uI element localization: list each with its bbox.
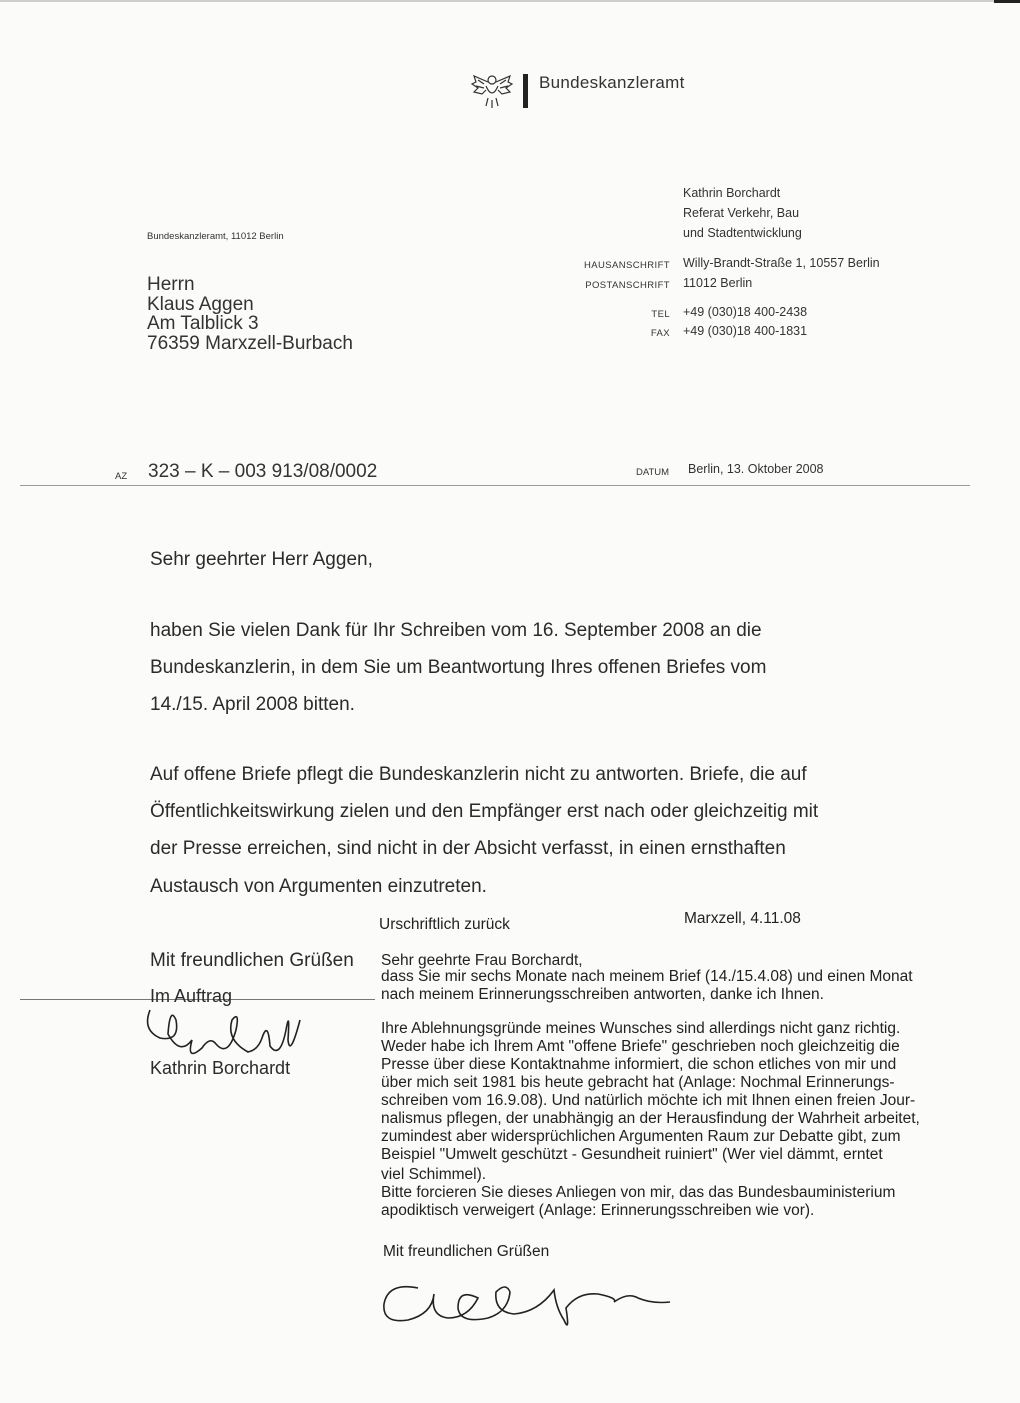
reply-line: apodiktisch verweigert (Anlage: Erinnerungsschreiben wie vor).	[381, 1202, 815, 1219]
reply-line: nach meinem Erinnerungsschreiben antworten, danke ich Ihnen.	[381, 986, 824, 1003]
tel-label: TEL	[651, 309, 670, 320]
reply-signature	[378, 1268, 678, 1338]
hausanschrift-value: Willy-Brandt-Straße 1, 10557 Berlin	[683, 256, 880, 270]
sender-name: Kathrin Borchardt	[683, 186, 781, 200]
reply-line: Ihre Ablehnungsgründe meines Wunsches sind allerdings nicht ganz richtig.	[381, 1020, 901, 1037]
letterhead-org: Bundeskanzleramt	[539, 73, 685, 92]
reply-line: nalismus pflegen, der unabhängig an der Herausfindung der Wahrheit arbeitet,	[381, 1110, 920, 1127]
scan-top-edge	[0, 0, 1020, 2]
reply-line: Bitte forcieren Sie dieses Anliegen von mir, das das Bundesbauministerium	[381, 1184, 896, 1201]
letter-closing: Mit freundlichen Grüßen	[150, 950, 354, 971]
reply-line: viel Schimmel).	[381, 1166, 487, 1183]
para2-line: der Presse erreichen, sind nicht in der Absicht verfasst, in einen ernsthaften	[150, 838, 786, 859]
reply-line: zumindest aber widersprüchlichen Argumenten Raum zur Debatte gibt, zum	[381, 1128, 901, 1145]
recipient-name: Klaus Aggen	[147, 294, 254, 315]
reply-closing: Mit freundlichen Grüßen	[383, 1243, 550, 1260]
datum-value: Berlin, 13. Oktober 2008	[688, 462, 824, 476]
signer-name: Kathrin Borchardt	[150, 1058, 291, 1078]
recipient-city: 76359 Marxzell-Burbach	[147, 333, 353, 354]
letterhead-bar	[523, 74, 528, 108]
para1-line: 14./15. April 2008 bitten.	[150, 694, 355, 715]
reply-header-right: Marxzell, 4.11.08	[684, 910, 801, 927]
postanschrift-label: POSTANSCHRIFT	[585, 280, 670, 291]
datum-label: DATUM	[636, 467, 670, 478]
reply-line: schreiben vom 16.9.08). Und natürlich möchte ich mit Ihnen einen freien Jour-	[381, 1092, 916, 1109]
reference-divider	[20, 485, 970, 486]
az-label: AZ	[115, 471, 128, 482]
fax-value: +49 (030)18 400-1831	[683, 324, 808, 338]
para2-line: Öffentlichkeitswirkung zielen und den Empfänger erst nach oder gleichzeitig mit	[150, 801, 819, 822]
para2-line: Austausch von Argumenten einzutreten.	[150, 876, 487, 897]
para1-line: Bundeskanzlerin, in dem Sie um Beantwortung Ihres offenen Briefes vom	[150, 657, 767, 678]
recipient-street: Am Talblick 3	[147, 313, 259, 334]
reply-line: über mich seit 1981 bis heute gebracht hat (Anlage: Nochmal Erinnerungs-	[381, 1074, 895, 1091]
scan-corner-mark	[994, 0, 1020, 3]
im-auftrag: Im Auftrag	[150, 986, 233, 1006]
letter-greeting: Sehr geehrter Herr Aggen,	[150, 549, 373, 570]
az-value: 323 – K – 003 913/08/0002	[148, 461, 378, 482]
para1-line: haben Sie vielen Dank für Ihr Schreiben vom 16. September 2008 an die	[150, 620, 762, 641]
recipient-salutation: Herrn	[147, 274, 195, 295]
reply-line: Presse über diese Kontaktnahme informiert, die schon etliches von mir und	[381, 1056, 897, 1073]
federal-eagle-icon	[470, 70, 514, 110]
reply-line: Beispiel "Umwelt geschützt - Gesundheit ruiniert" (Wer viel dämmt, erntet	[381, 1146, 883, 1163]
return-address-line: Bundeskanzleramt, 11012 Berlin	[147, 231, 284, 242]
reply-line: Weder habe ich Ihrem Amt "offene Briefe" geschrieben noch gleichzeitig die	[381, 1038, 900, 1055]
para2-line: Auf offene Briefe pflegt die Bundeskanzlerin nicht zu antworten. Briefe, die auf	[150, 764, 807, 785]
reply-line: Sehr geehrte Frau Borchardt,	[381, 952, 583, 969]
fax-label: FAX	[650, 328, 670, 339]
hausanschrift-label: HAUSANSCHRIFT	[584, 260, 670, 271]
postanschrift-value: 11012 Berlin	[683, 276, 753, 290]
reply-line: dass Sie mir sechs Monate nach meinem Brief (14./15.4.08) und einen Monat	[381, 968, 913, 985]
sender-dept-line2: und Stadtentwicklung	[683, 226, 802, 240]
reply-header-left: Urschriftlich zurück	[379, 916, 510, 933]
sender-dept-line1: Referat Verkehr, Bau	[683, 206, 800, 220]
tel-value: +49 (030)18 400-2438	[683, 305, 808, 319]
